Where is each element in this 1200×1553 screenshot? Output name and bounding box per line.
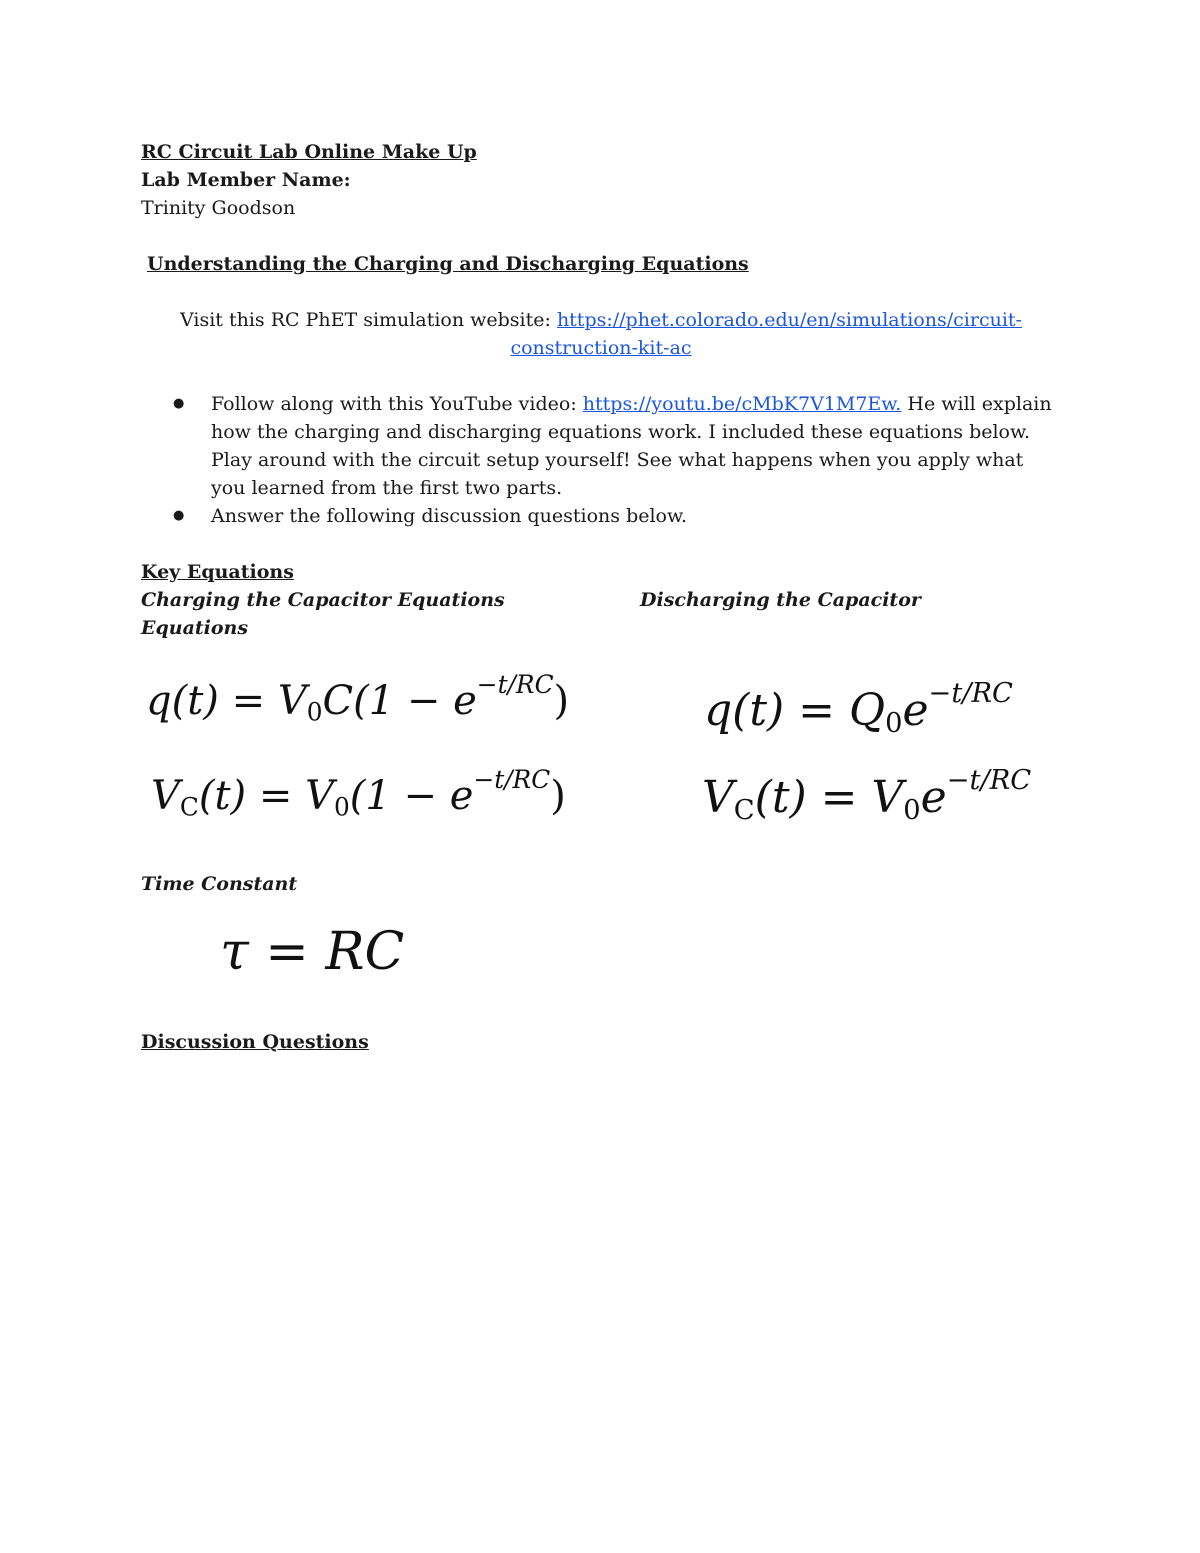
section-heading-equations: Understanding the Charging and Discharging Equations bbox=[147, 253, 749, 275]
visit-text: Visit this RC PhET simulation website: bbox=[180, 309, 557, 331]
youtube-link[interactable]: https://youtu.be/cMbK7V1M7Ew. bbox=[582, 393, 902, 415]
list-item bbox=[211, 390, 1061, 502]
member-name: Trinity Goodson bbox=[141, 197, 296, 219]
phet-link-continued[interactable]: construction-kit-ac bbox=[510, 337, 692, 359]
member-label: Lab Member Name: bbox=[141, 169, 351, 191]
charging-heading: Charging the Capacitor Equations bbox=[141, 589, 505, 611]
charging-voltage-equation: $V_C(t) = V_0(1 - e^{-t/RC})$ bbox=[151, 765, 566, 822]
equations-word: Equations bbox=[141, 617, 249, 639]
list-item: ● Answer the following discussion questions below. bbox=[211, 502, 1061, 530]
bullet-text: Follow along with this YouTube video: bbox=[211, 393, 583, 415]
discharging-charge-equation: $q(t) = Q_0e^{-t/RC}$ bbox=[704, 678, 1013, 739]
discharging-voltage-equation: $V_C(t) = V_0e^{-t/RC}$ bbox=[702, 765, 1032, 826]
visit-paragraph bbox=[141, 306, 1061, 362]
charging-charge-equation: $q(t) = V_0C(1 - e^{-t/RC})$ bbox=[146, 670, 570, 727]
bullet-text-continued: He will explain how the charging and discharging equations work. I included these equations below. Play around with the circuit setup yourself! See what happens when you apply what you learned from the first two parts. bbox=[211, 393, 1052, 499]
discharging-heading: Discharging the Capacitor bbox=[640, 589, 921, 611]
document-title: RC Circuit Lab Online Make Up bbox=[141, 141, 477, 163]
key-equations-heading: Key Equations bbox=[141, 561, 294, 583]
discussion-heading: Discussion Questions bbox=[141, 1031, 369, 1053]
time-constant-heading: Time Constant bbox=[141, 873, 298, 895]
document-body bbox=[141, 138, 1061, 642]
phet-link[interactable]: https://phet.colorado.edu/en/simulations/circuit- bbox=[556, 309, 1022, 331]
time-constant-equation: τ = RC bbox=[220, 922, 405, 982]
instruction-list bbox=[141, 390, 1061, 530]
equation-headings bbox=[141, 586, 1061, 642]
